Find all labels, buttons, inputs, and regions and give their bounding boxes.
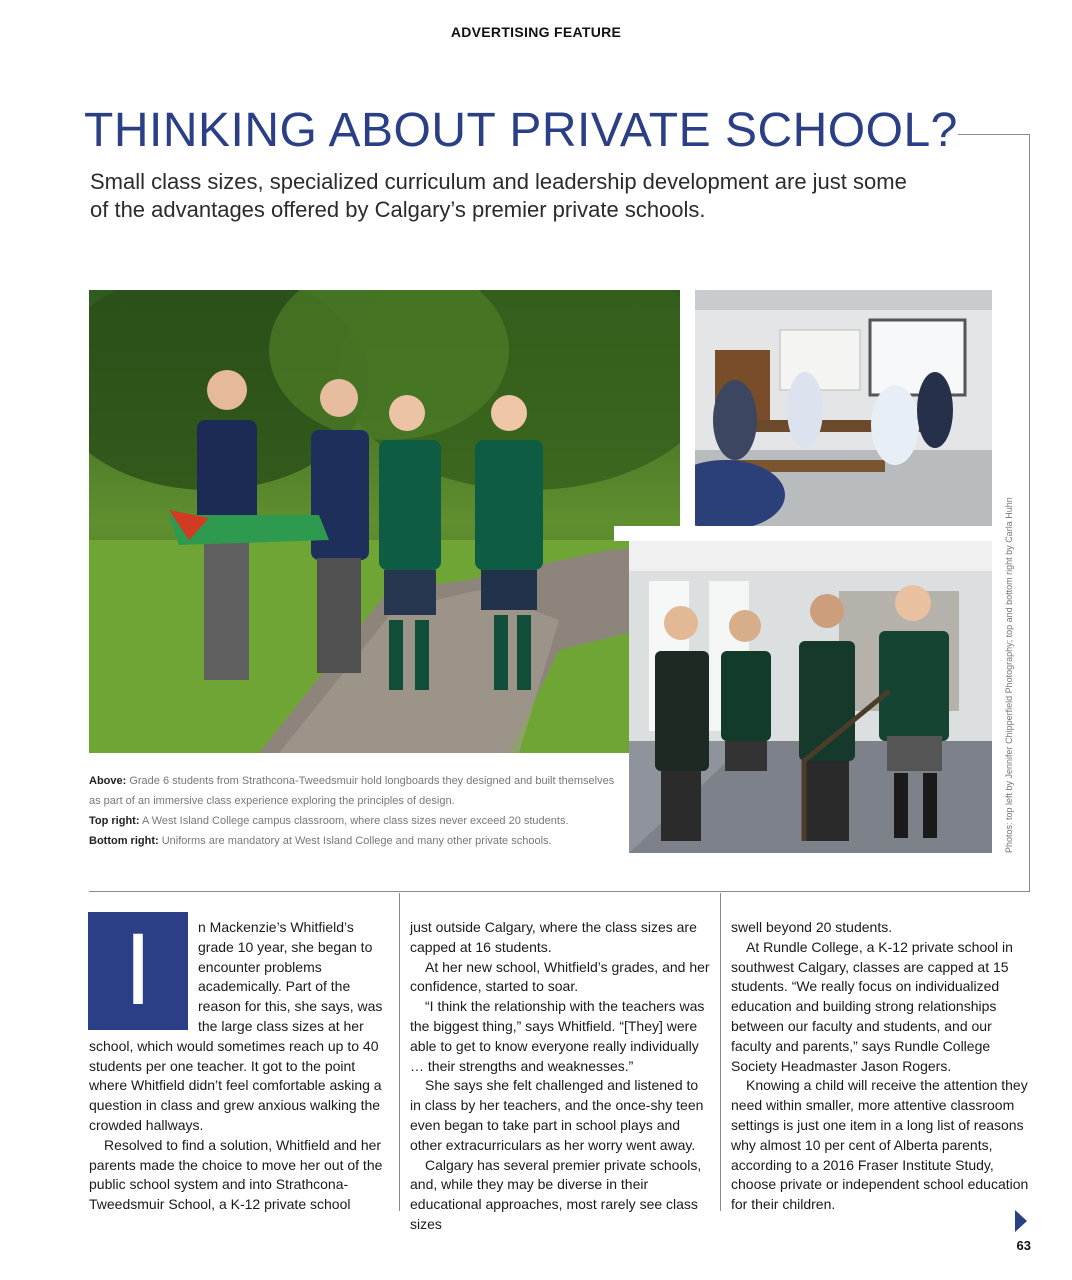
- column-rule: [720, 893, 721, 1211]
- article-column-1: [89, 915, 391, 1215]
- paragraph: Calgary has several premier private schools, and, while they may be diverse in their educational approaches, most rarely see class sizes: [410, 1156, 702, 1232]
- frame-right-rule: [1029, 134, 1030, 891]
- paragraph: swell beyond 20 students.: [731, 919, 893, 935]
- photo-classroom: [695, 290, 992, 526]
- paragraph: just outside Calgary, where the class sizes are capped at 16 students.: [410, 919, 697, 955]
- frame-bottom-rule: [89, 891, 1030, 892]
- article-column-3: [731, 918, 1033, 1215]
- photo-captions: [89, 771, 615, 851]
- subtitle: Small class sizes, specialized curriculum and leadership development are just some of the advantages offered by Calgary’s premier private schools.: [90, 169, 907, 222]
- caption-line: Above: Grade 6 students from Strathcona-Tweedsmuir hold longboards they designed and built themselves: [89, 775, 615, 787]
- paragraph: Resolved to find a solution, Whitfield and her parents made the choice to move her out of the public school system and into Strathcona-Tweedsmuir School, a K-12 private school: [89, 1136, 383, 1213]
- continue-arrow-icon: [1015, 1210, 1027, 1232]
- photo-students-longboards: [89, 290, 680, 753]
- paragraph: She says she felt challenged and listened to in class by her teachers, and the once-shy teen even began to take part in school plays and other extracurriculars as her worry went away.: [410, 1077, 704, 1153]
- caption-line: as part of an immersive class experience exploring the principles of design.: [89, 795, 455, 807]
- photo-gap: [614, 526, 992, 541]
- article-column-2: [410, 918, 712, 1235]
- page-number: 63: [1016, 1238, 1031, 1253]
- photo-credit: Photos: top left by Jennifer Chipperfield Photography; top and bottom right by Carla Huhn: [1004, 497, 1014, 853]
- feature-label: ADVERTISING FEATURE: [450, 24, 622, 40]
- title-rule: [958, 134, 1030, 135]
- headline: THINKING ABOUT PRIVATE SCHOOL?: [84, 104, 958, 157]
- paragraph: n Mackenzie’s Whitfield’s grade 10 year, she began to encounter problems academically. Part of the reason for this, she says, was the large class sizes at her school, which would sometimes reach up to 40 students per one teacher. It got to the point where Whitfield didn’t feel comfortable asking a question in class and grew anxious walking the crowded hallways.: [89, 919, 383, 1133]
- paragraph: “I think the relationship with the teachers was the biggest thing,” says Whitfield. “[They] were able to get to know everyone really individually … their strengths and weaknesses.”: [410, 998, 705, 1074]
- paragraph: Knowing a child will receive the attention they need within smaller, more attentive classroom settings is just one item in a long list of reasons why almost 10 per cent of Alberta parents, according to a 2016 Fraser Institute Study, choose private or independent school education for their children.: [731, 1077, 1029, 1213]
- paragraph: At her new school, Whitfield’s grades, and her confidence, started to soar.: [410, 958, 710, 995]
- column-rule: [399, 893, 400, 1211]
- drop-cap: I: [88, 912, 188, 1030]
- caption-line: Top right: A West Island College campus classroom, where class sizes never exceed 20 students.: [89, 815, 569, 827]
- caption-line: Bottom right: Uniforms are mandatory at West Island College and many other private schools.: [89, 835, 552, 847]
- photo-hallway-uniforms: [629, 541, 992, 853]
- paragraph: At Rundle College, a K-12 private school in southwest Calgary, classes are capped at 15 students. “We really focus on individualized education and building strong relationships between our faculty and students, and our faculty and parents,” says Rundle College Society Headmaster Jason Rogers.: [731, 938, 1013, 1074]
